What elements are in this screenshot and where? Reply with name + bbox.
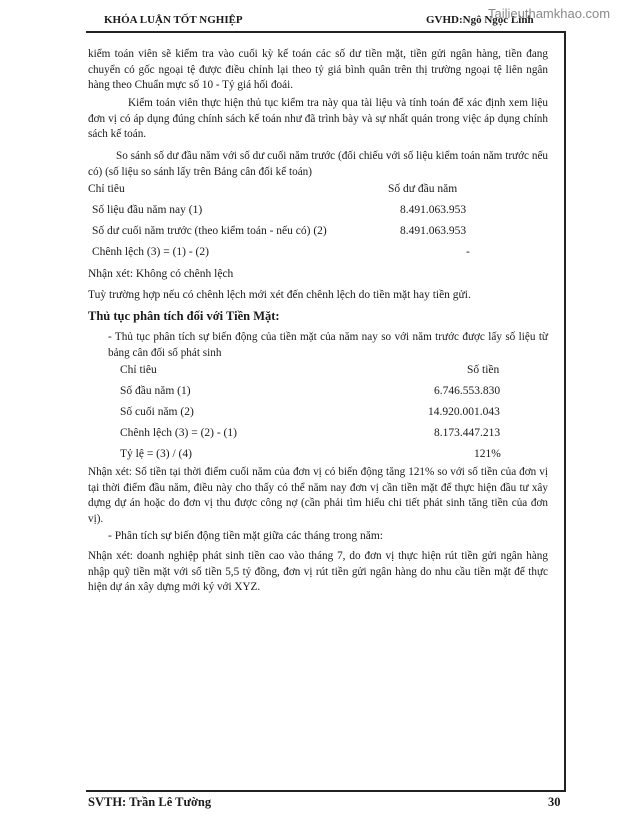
table1-col1-header: Chỉ tiêu [88,183,125,195]
footer-rule [86,790,566,792]
table2-row-value: 121% [474,448,501,460]
table1-col2-header: Số dư đầu năm [388,183,458,195]
table1-row-value: 8.491.063.953 [400,204,467,216]
remark-july: Nhận xét: doanh nghiệp phát sinh tiền cao vào tháng 7, do đơn vị thực hiện rút tiền gửi ngân hàng nhập quỹ tiền mặt với số tiền 5,5 tỷ đồng, đơn vị rút tiền gửi ngân hàng do nhu cầu tiền mặt để thực hiện dự án xây dựng mới ký với XYZ. [88,550,548,593]
table1-row-label: Chênh lệch (3) = (1) - (2) [92,246,209,258]
note-difference: Tuỳ trường hợp nếu có chênh lệch mới xét đến chênh lệch do tiền mặt hay tiền gửi. [88,289,471,301]
watermark: Tailieuthamkhao.com [488,6,611,21]
supervisor-label: GVHD:Ngô Ngọc Linh [426,14,534,26]
remark-no-difference: Nhận xét: Không có chênh lệch [88,268,234,280]
paragraph-balance-compare: So sánh số dư đầu năm với số dư cuối năm trước (đối chiếu với số liệu kiểm toán năm trước nếu có) (số liệu so sánh lấy trên Bảng cân đối kế toán) [88,150,548,178]
right-border-rule [564,31,566,791]
analysis-monthly: - Phân tích sự biến động tiền mặt giữa các tháng trong năm: [108,530,383,542]
table1-row-value: 8.491.063.953 [400,225,467,237]
table2-row-label: Tỷ lệ = (3) / (4) [120,448,192,460]
table2-row-label: Số đầu năm (1) [120,385,191,397]
table1-row-value: - [466,246,470,258]
thesis-title: KHÓA LUẬN TỐT NGHIỆP [104,14,243,26]
table2-col1-header: Chỉ tiêu [120,364,157,376]
paragraph-exchange-rate: kiểm toán viên sẽ kiểm tra vào cuối kỳ kế toán các số dư tiền mặt, tiền gửi ngân hàng, tiền đang chuyển có gốc ngoại tệ được điều chỉnh lại theo tỷ giá bình quân trên thị trường ngoại tệ liên ngân hàng theo Chuẩn mực số 10 - Tỷ giá hối đoái. [88,48,548,91]
table2-row-value: 6.746.553.830 [434,385,501,397]
table1-row-label: Số dư cuối năm trước (theo kiểm toán - nếu có) (2) [92,225,327,237]
header-rule [86,31,566,33]
table2-col2-header: Số tiền [467,364,500,376]
paragraph-policy-check: Kiểm toán viên thực hiện thủ tục kiểm tra này qua tài liệu và tính toán để xác định xem liệu đơn vị có áp dụng đúng chính sách kế toán như đã trình bày và sự nhất quán trong việc áp dụng chính sách kế toán. [88,97,548,140]
table1-row-label: Số liệu đầu năm nay (1) [92,204,203,216]
analysis-intro: - Thủ tục phân tích sự biến động của tiền mặt của năm nay so với năm trước được lấy số liệu từ bảng cân đối số phát sinh [108,331,548,359]
table2-row-value: 8.173.447.213 [434,427,501,439]
section-title: Thủ tục phân tích đối với Tiền Mặt: [88,309,280,323]
table2-row-label: Số cuối năm (2) [120,406,194,418]
table2-row-label: Chênh lệch (3) = (2) - (1) [120,427,237,439]
remark-increase: Nhận xét: Số tiền tại thời điểm cuối năm của đơn vị có biến động tăng 121% so với số tiền của đơn vị tại thời điểm đầu năm, điều này cho thấy có thể năm nay đơn vị cần tiền mặt để thực hiện đầu tư xây dựng dự án hoặc do đơn vị thu được công nợ (cần phải tìm hiểu chi tiết phát sinh tăng tiền của đơn vị). [88,466,548,525]
student-name: SVTH: Trần Lê Tường [88,795,212,809]
page-number: 30 [548,795,561,809]
table2-row-value: 14.920.001.043 [428,406,500,418]
